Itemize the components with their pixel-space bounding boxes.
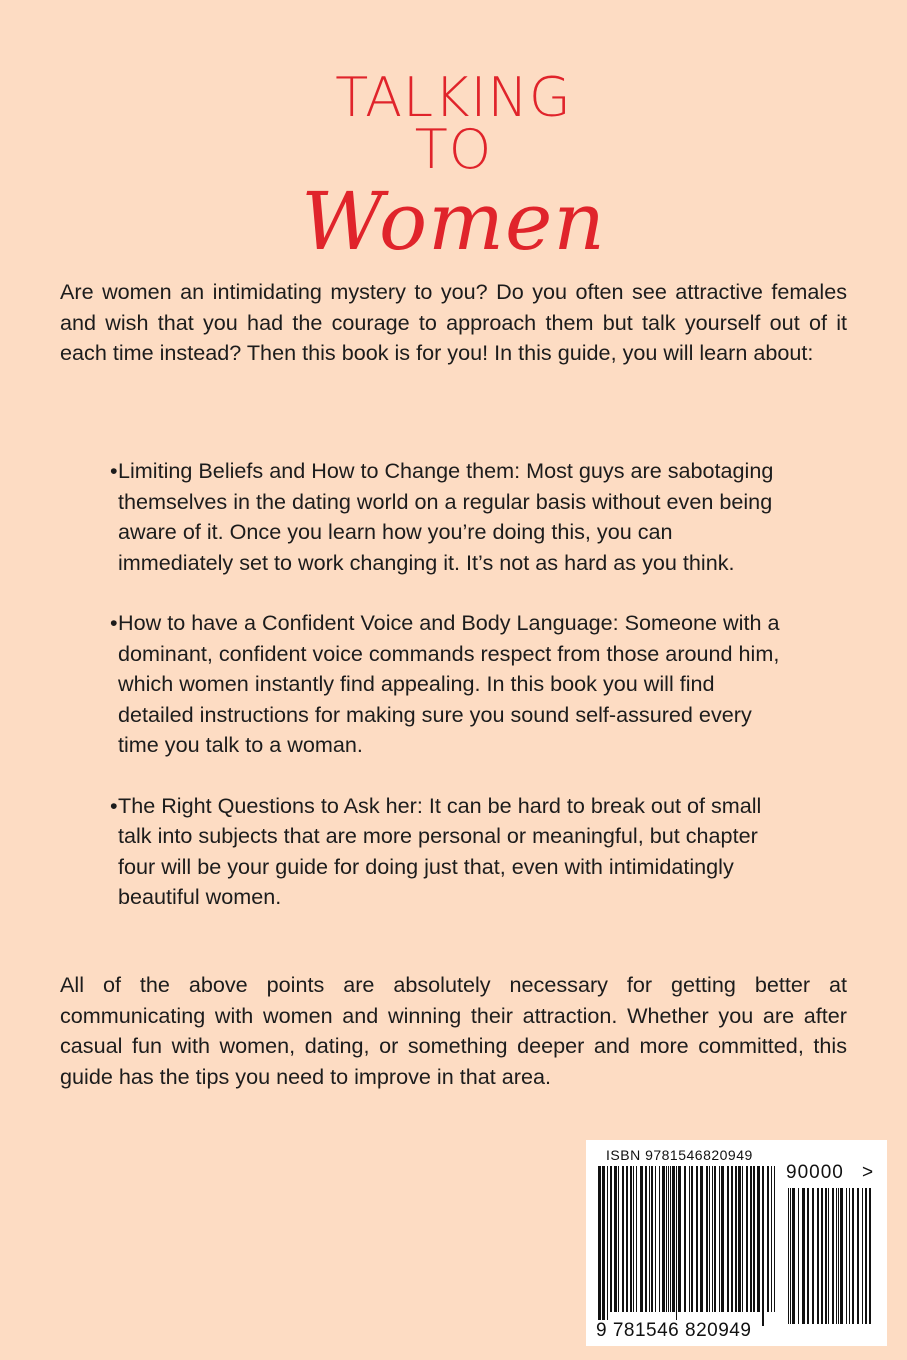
barcode-stripe: [700, 1166, 703, 1312]
barcode-stripe: [838, 1188, 839, 1324]
barcode-stripe: [832, 1188, 834, 1324]
barcode-stripe: [738, 1166, 741, 1312]
barcode-stripe: [862, 1188, 863, 1324]
barcode-stripe: [757, 1166, 760, 1312]
barcode-stripe: [836, 1188, 837, 1324]
barcode-stripe: [731, 1166, 733, 1312]
title-line-talking: TALKING: [335, 66, 572, 129]
barcode-stripe: [655, 1166, 656, 1312]
barcode-stripe: [742, 1166, 743, 1312]
list-item-confident-voice: • How to have a Confident Voice and Body Language: Someone with a dominant, confident voice commands respect from those around him, which women instantly find appealing. In this book you will find detailed instructions for making sure you sound self-assured every time you talk to a woman.: [110, 608, 790, 761]
barcode-stripe: [802, 1188, 805, 1324]
barcode-stripe: [721, 1166, 724, 1312]
barcode-stripe: [598, 1166, 601, 1326]
barcode-stripe: [790, 1188, 791, 1324]
barcode-stripe: [812, 1188, 814, 1324]
barcode-stripe: [762, 1166, 764, 1326]
barcode-stripe: [857, 1188, 859, 1324]
barcode-stripe: [691, 1166, 693, 1312]
barcode-stripe: [849, 1188, 850, 1324]
barcode-stripe: [630, 1166, 632, 1312]
barcode-stripe: [607, 1166, 608, 1326]
barcode-stripe: [651, 1166, 653, 1312]
isbn-barcode: [586, 1140, 887, 1346]
barcode-stripe: [750, 1166, 752, 1312]
barcode-stripe: [735, 1166, 737, 1312]
barcode-stripe: [798, 1188, 799, 1324]
barcode-stripe: [714, 1166, 716, 1312]
barcode-stripe: [614, 1166, 617, 1312]
barcode-stripe: [774, 1166, 775, 1312]
barcode-stripe: [719, 1166, 720, 1312]
list-item-right-questions: • The Right Questions to Ask her: It can be hard to break out of small talk into subjects that are more personal or meaningful, but chapter four will be your guide for doing just that, even with intimidatingly beautiful women.: [110, 791, 790, 913]
intro-paragraph: Are women an intimidating mystery to you? Do you often see attractive females and wish that you had the courage to approach them but talk yourself out of it each time instead? Then this book is for you! In this guide, you will learn about:: [60, 279, 847, 365]
title-line-women: Women: [301, 175, 606, 268]
barcode-stripe: [865, 1188, 867, 1324]
barcode-stripe: [676, 1166, 677, 1326]
barcode-stripe: [678, 1166, 681, 1312]
barcode-stripe: [636, 1166, 637, 1312]
barcode-stripe: [684, 1166, 686, 1312]
barcode-stripe: [618, 1166, 619, 1312]
barcode-stripe: [771, 1166, 772, 1312]
book-title: [0, 66, 907, 270]
barcode-stripe: [792, 1188, 795, 1324]
barcode-stripe: [659, 1166, 660, 1312]
price-arrow: >: [862, 1162, 874, 1183]
barcode-stripe: [746, 1166, 748, 1312]
barcode-stripe: [709, 1166, 710, 1312]
barcode-stripe: [869, 1188, 871, 1324]
barcode-stripe: [788, 1188, 789, 1324]
barcode-stripe: [852, 1188, 854, 1324]
barcode-stripe: [840, 1188, 843, 1324]
isbn-label: ISBN 9781546820949: [606, 1147, 753, 1163]
barcode-stripe: [633, 1166, 634, 1312]
barcode-stripe: [668, 1166, 669, 1312]
title-line-to: TO: [414, 118, 493, 181]
barcode-stripe: [821, 1188, 823, 1324]
barcode-stripe: [626, 1166, 628, 1312]
barcode-stripe: [753, 1166, 755, 1312]
barcode-stripe: [727, 1166, 729, 1312]
barcode-stripe: [666, 1166, 667, 1312]
barcode-stripe: [649, 1166, 650, 1312]
barcode-stripe: [807, 1188, 809, 1324]
barcode-stripe: [662, 1166, 665, 1312]
barcode-stripe: [689, 1166, 690, 1312]
barcode-stripe: [672, 1166, 675, 1312]
barcode-stripe: [640, 1166, 643, 1312]
addon-barcode-bars: [786, 1188, 874, 1338]
barcode-stripe: [767, 1166, 769, 1312]
barcode-stripe: [828, 1188, 829, 1324]
price-code: 90000: [786, 1162, 844, 1183]
barcode-bars: [596, 1166, 778, 1326]
barcode-stripe: [602, 1166, 605, 1326]
barcode-stripe: [817, 1188, 819, 1324]
barcode-stripe: [622, 1166, 624, 1312]
barcode-stripe: [610, 1166, 612, 1312]
barcode-stripe: [645, 1166, 647, 1312]
topic-list: [110, 456, 790, 913]
barcode-stripe: [696, 1166, 698, 1312]
barcode-stripe: [712, 1166, 713, 1312]
list-item-limiting-beliefs: • Limiting Beliefs and How to Change them: Most guys are sabotaging themselves in the dating world on a regular basis without even being aware of it. Once you learn how you’re doing this, you can immediately set to work changing it. It’s not as hard as you think.: [110, 456, 790, 578]
barcode-stripe: [670, 1166, 671, 1312]
barcode-stripe: [706, 1166, 708, 1312]
barcode-stripe: [825, 1188, 827, 1324]
closing-paragraph: All of the above points are absolutely necessary for getting better at communicating with women and winning their attraction. Whether you are after casual fun with women, dating, or something deeper and more committed, this guide has the tips you need to improve in that area.: [60, 972, 847, 1089]
isbn-digits: 9 781546 820949: [596, 1320, 752, 1341]
barcode-stripe: [846, 1188, 847, 1324]
